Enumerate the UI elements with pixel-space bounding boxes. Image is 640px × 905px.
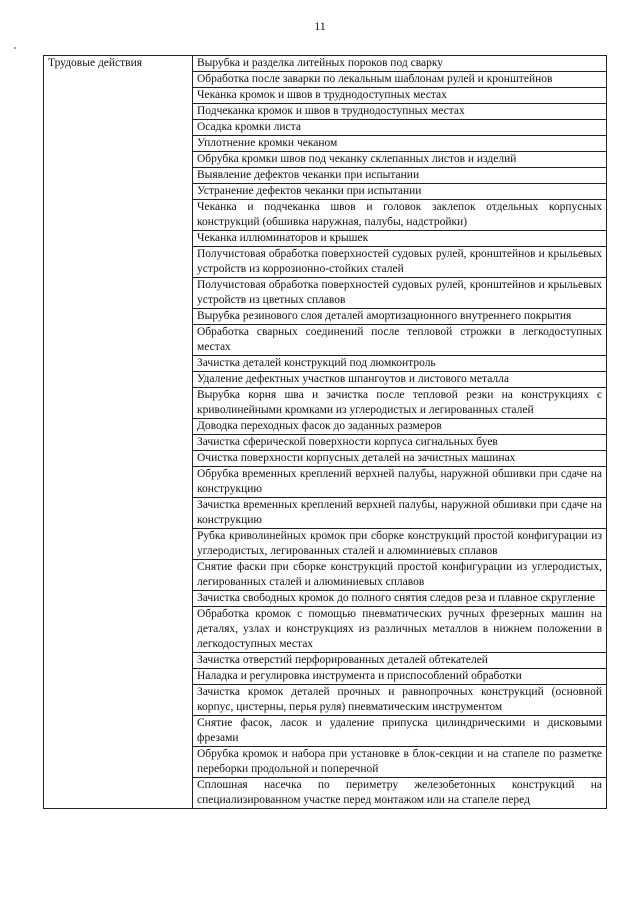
action-cell: Устранение дефектов чеканки при испытании bbox=[193, 184, 607, 200]
row-header-cell: Трудовые действия bbox=[44, 56, 193, 809]
action-cell: Вырубка корня шва и зачистка после тепловой резки на конструкциях с криволинейными кромками из углеродистых и легированных сталей bbox=[193, 388, 607, 419]
action-cell: Выявление дефектов чеканки при испытании bbox=[193, 168, 607, 184]
action-cell: Зачистка свободных кромок до полного снятия следов реза и плавное скругление bbox=[193, 591, 607, 607]
action-cell: Чеканка иллюминаторов и крышек bbox=[193, 231, 607, 247]
action-cell: Сплошная насечка по периметру железобетонных конструкций на специализированном участке перед монтажом или на стапеле перед bbox=[193, 778, 607, 809]
action-cell: Очистка поверхности корпусных деталей на зачистных машинах bbox=[193, 451, 607, 467]
action-cell: Осадка кромки листа bbox=[193, 120, 607, 136]
page-number: 11 bbox=[314, 19, 326, 33]
action-cell: Чеканка кромок и швов в труднодоступных местах bbox=[193, 88, 607, 104]
action-cell: Удаление дефектных участков шпангоутов и листового металла bbox=[193, 372, 607, 388]
action-cell: Обрубка временных креплений верхней палубы, наружной обшивки при сдаче на конструкцию bbox=[193, 467, 607, 498]
table-row bbox=[44, 56, 607, 72]
action-cell: Наладка и регулировка инструмента и приспособлений обработки bbox=[193, 669, 607, 685]
action-cell: Снятие фасок, ласок и удаление припуска цилиндрическими и дисковыми фрезами bbox=[193, 716, 607, 747]
action-cell: Зачистка временных креплений верхней палубы, наружной обшивки при сдаче на конструкцию bbox=[193, 498, 607, 529]
action-cell: Уплотнение кромки чеканом bbox=[193, 136, 607, 152]
action-cell: Получистовая обработка поверхностей судовых рулей, кронштейнов и крыльевых устройств из коррозионно-стойких сталей bbox=[193, 247, 607, 278]
action-cell: Зачистка отверстий перфорированных деталей обтекателей bbox=[193, 653, 607, 669]
action-cell: Зачистка кромок деталей прочных и равнопрочных конструкций (основной корпус, цистерны, перья руля) пневматическим инструментом bbox=[193, 685, 607, 716]
action-cell: Вырубка резинового слоя деталей амортизационного внутреннего покрытия bbox=[193, 309, 607, 325]
scan-mark bbox=[14, 47, 16, 49]
action-cell: Зачистка сферической поверхности корпуса сигнальных буев bbox=[193, 435, 607, 451]
action-cell: Обработка после заварки по лекальным шаблонам рулей и кронштейнов bbox=[193, 72, 607, 88]
action-cell: Обработка сварных соединений после тепловой строжки в легкодоступных местах bbox=[193, 325, 607, 356]
action-cell: Обработка кромок с помощью пневматических ручных фрезерных машин на деталях, узлах и конструкциях из различных металлов в нижнем положении в легкодоступных местах bbox=[193, 607, 607, 653]
action-cell: Чеканка и подчеканка швов и головок заклепок отдельных корпусных конструкций (обшивка наружная, палубы, надстройки) bbox=[193, 200, 607, 231]
action-cell: Зачистка деталей конструкций под люмконтроль bbox=[193, 356, 607, 372]
action-cell: Обрубка кромки швов под чеканку склепанных листов и изделий bbox=[193, 152, 607, 168]
action-cell: Снятие фаски при сборке конструкций простой конфигурации из углеродистых, легированных сталей и алюминиевых сплавов bbox=[193, 560, 607, 591]
action-cell: Подчеканка кромок и швов в труднодоступных местах bbox=[193, 104, 607, 120]
action-cell: Получистовая обработка поверхностей судовых рулей, кронштейнов и крыльевых устройств из цветных сплавов bbox=[193, 278, 607, 309]
action-cell: Доводка переходных фасок до заданных размеров bbox=[193, 419, 607, 435]
action-cell: Обрубка кромок и набора при установке в блок-секции и на стапеле по разметке переборки продольной и поперечной bbox=[193, 747, 607, 778]
action-cell: Вырубка и разделка литейных пороков под сварку bbox=[193, 56, 607, 72]
labor-actions-table bbox=[43, 55, 607, 809]
action-cell: Рубка криволинейных кромок при сборке конструкций простой конфигурации из углеродистых, легированных сталей и алюминиевых сплавов bbox=[193, 529, 607, 560]
